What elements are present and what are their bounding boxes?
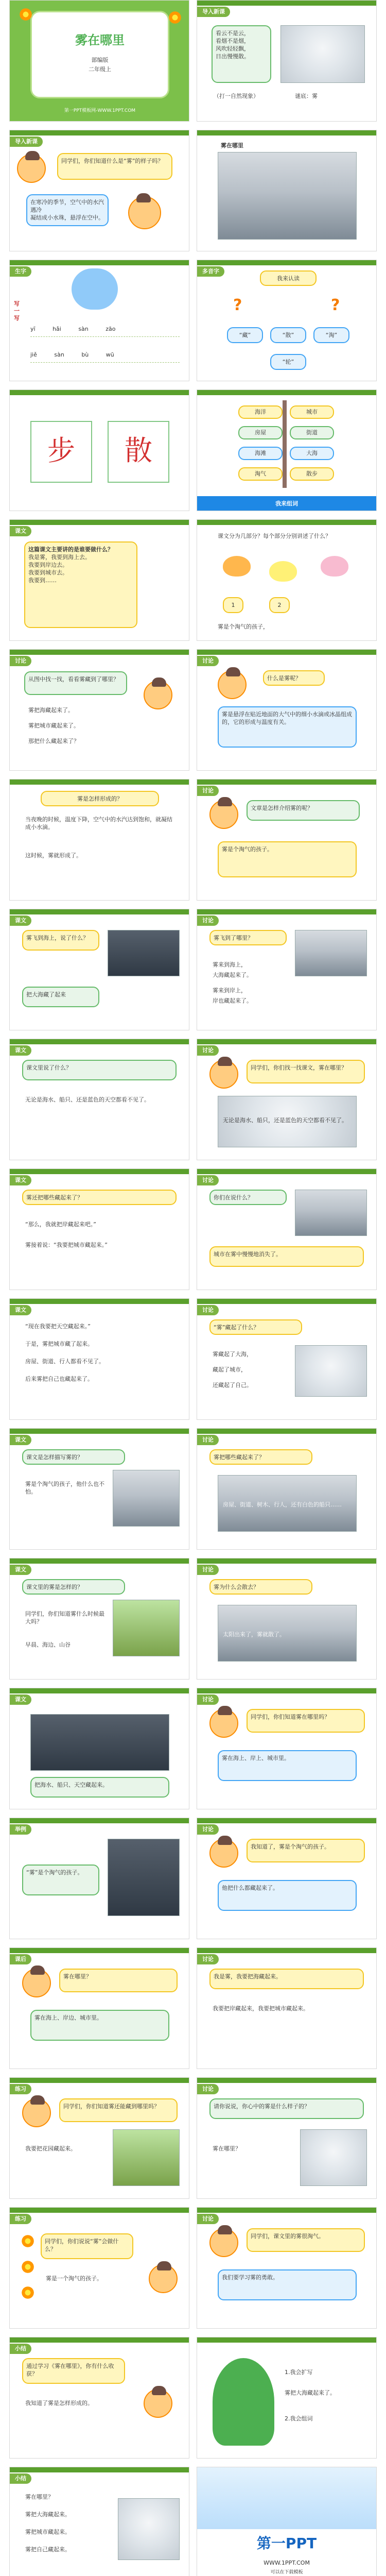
char-step: 步	[47, 434, 75, 467]
slide-text-question	[9, 519, 189, 641]
answer-text: 雾是一个淘气的孩子。	[46, 2275, 102, 2282]
pinyin-row-1: yī hǎi sàn zāo	[30, 326, 116, 332]
question-bubble: 通过学习《雾在哪里》，你有什么收获？	[22, 2358, 125, 2384]
brand-subtitle: WWW.1PPT.COM	[264, 2560, 310, 2566]
brand-title: 第一PPT	[256, 2535, 317, 2552]
slide-sections-question	[197, 519, 377, 641]
quote-line: 后来雾把自己也藏起来了。	[25, 1376, 93, 1382]
child-avatar	[22, 1969, 51, 1997]
char-scatter: 散	[125, 434, 152, 467]
forest-fog-photo	[108, 1839, 180, 1916]
top-bar	[10, 779, 189, 785]
top-bar	[197, 1688, 376, 1693]
title-text: 雾在哪里	[75, 33, 125, 47]
riddle-line: 看云不是云，	[216, 30, 250, 37]
grid-line	[30, 336, 180, 337]
section-tag: 课文	[10, 916, 31, 926]
answer-box: 雾在海上、岸边、城市里。	[30, 2010, 169, 2041]
slide-exercise-expand	[197, 2337, 377, 2459]
grid-line	[30, 362, 180, 363]
quote-line: “现在我要把天空藏起来。”	[25, 1323, 91, 1330]
bottom-banner-text: 我来组词	[275, 500, 298, 507]
paragraph: 这时候，雾就形成了。	[25, 852, 82, 859]
slide-title	[9, 0, 189, 122]
chick-icon	[269, 561, 297, 582]
heading-box: 我来认读	[260, 270, 317, 286]
top-bar	[197, 1039, 376, 1044]
section-tag: 讨论	[197, 656, 219, 666]
answer-box: “雾”是个淘气的孩子。	[22, 1865, 99, 1895]
summary-line: 雾把城市藏起来。	[25, 2529, 71, 2535]
flower-icon	[18, 7, 33, 22]
top-bar	[197, 260, 376, 265]
top-bar	[197, 1429, 376, 1434]
answer-line: 那把什么藏起来了？	[28, 738, 79, 744]
slide-practice-2	[9, 2207, 189, 2329]
slide-fog-biggest	[9, 1558, 189, 1680]
riddle-line: 日出慢慢散。	[216, 53, 250, 60]
side-label: 写一写	[14, 300, 20, 321]
text-line: 我要到……	[28, 577, 57, 584]
slide-new-words	[9, 260, 189, 381]
quote-line: “那么，我就把岸藏起来吧。”	[25, 1221, 96, 1228]
answer-line: 还藏起了自己。	[213, 1382, 252, 1388]
answer-line: 雾把城市藏起来了。	[28, 722, 79, 729]
answer-text: 我知道了雾是怎样形成的。	[25, 2400, 93, 2406]
question-bubble: 课文是怎样描写雾的？	[22, 1449, 125, 1465]
section-tag: 讨论	[197, 786, 219, 796]
exercise-line: 雾把大海藏起来了。	[285, 2389, 336, 2396]
title-card	[30, 11, 169, 98]
top-bar	[197, 1948, 376, 1953]
slide-learn-fog	[197, 2207, 377, 2329]
child-avatar	[144, 681, 172, 709]
section-tag: 练习	[10, 2214, 31, 2224]
text-line: 我要到岸边去。	[28, 562, 68, 568]
flower-icon	[20, 2259, 36, 2275]
rabbit-icon	[321, 556, 348, 577]
answer-text: 雾是个淘气的孩子，他什么也不怕。	[25, 1481, 104, 1495]
slide-hide-sky	[9, 1298, 189, 1420]
garden-photo	[113, 2129, 180, 2186]
heading-box: 课文里说了什么？	[22, 1060, 177, 1080]
slide-conclusion	[9, 2467, 189, 2576]
section-tag: 练习	[10, 2084, 31, 2094]
slide-fog-formation	[9, 779, 189, 901]
answer-line: 在寒冷的季节，空气中的水汽遇冷	[30, 199, 104, 213]
section-tag: 课文	[10, 1175, 31, 1185]
slide-talk	[197, 1168, 377, 1290]
question-bubble: 同学们，你们知道雾在哪里吗？	[247, 1709, 365, 1733]
text-heading: 这篇课文主要讲的是谁要做什么？	[28, 546, 113, 553]
sea-photo	[108, 930, 180, 976]
question-bubble: 文章是怎样介绍雾的呢？	[247, 800, 360, 821]
fog-photo	[300, 2129, 367, 2186]
slide-summary	[9, 2337, 189, 2459]
top-bar	[197, 520, 376, 525]
answer-box: 雾是悬浮在贴近地面的大气中的细小水滴或冰晶组成的，它的形成与温度有关。	[218, 706, 357, 748]
section-tag: 课文	[10, 526, 31, 536]
flower-icon	[20, 2233, 36, 2249]
top-bar	[197, 779, 376, 785]
sign-word: 城市	[290, 405, 334, 419]
top-bar	[10, 1818, 189, 1823]
part-number: 1	[223, 597, 243, 613]
slide-fog-sea	[9, 909, 189, 1030]
slide-fog-where	[197, 909, 377, 1030]
highlight-text: 无论是海水、船只、还是蓝色的天空都看不见了。	[25, 1096, 150, 1103]
flower-icon	[20, 2285, 36, 2300]
top-bar	[10, 650, 189, 655]
answer-text: 我要把岸藏起来，我要把城市藏起来。	[213, 2005, 309, 2012]
answer-box: 我们要学习雾的勇敢。	[218, 2269, 357, 2300]
section-tag: 讨论	[197, 1435, 219, 1445]
answer-text: 房屋、街道、树木、行人，还有白色的船只……	[223, 1501, 342, 1508]
paragraph: 当夜晚的时候，温度下降，空气中的水汽达到饱和，就凝结成小水滴。	[25, 816, 172, 831]
slide-example	[9, 1818, 189, 1939]
footer-line: 可以在下载模板	[270, 2570, 303, 2575]
text-line: 我要到城市去。	[28, 569, 68, 576]
slide-riddle	[197, 0, 377, 122]
tree-icon	[213, 2358, 274, 2446]
top-bar	[197, 650, 376, 655]
slide-intro-question	[9, 130, 189, 251]
sign-word: 街道	[290, 426, 334, 439]
sign-word: 海滩	[238, 447, 283, 460]
section-tag: 小结	[10, 2473, 31, 2484]
top-bar	[10, 1948, 189, 1953]
valley-photo	[113, 1600, 180, 1656]
riddle-line: 风吹轻轻飘，	[216, 45, 250, 52]
answer-line: 岸也藏起来了。	[213, 997, 252, 1004]
slide-polyphonic	[197, 260, 377, 381]
photo-label: 雾在哪里	[221, 142, 243, 149]
section-tag: 讨论	[197, 916, 219, 926]
slide-what-hidden	[197, 1428, 377, 1550]
answer-line: 大海藏起来了。	[213, 972, 252, 978]
section-tag: 课文	[10, 1694, 31, 1705]
riddle-line: 看烟不是烟，	[216, 38, 250, 44]
summary-line: 雾在哪里？	[25, 2494, 54, 2500]
question-bubble: 同学们，你们知道什么是“雾”的样子吗？	[57, 153, 172, 180]
top-bar	[197, 1, 376, 6]
heading-box: 雾是怎样形成的？	[41, 791, 159, 806]
answer-bubble	[26, 194, 109, 226]
top-bar	[10, 909, 189, 914]
question-bubble: “雾”藏起了什么？	[209, 1319, 302, 1335]
top-bar	[197, 2208, 376, 2213]
city-fog-photo	[295, 1190, 367, 1236]
question-bubble: 雾飞到海上，说了什么？	[22, 930, 99, 951]
top-bar	[10, 2467, 189, 2472]
riddle-box	[212, 25, 271, 83]
fog-photo	[280, 25, 365, 83]
section-tag: 导入新课	[197, 7, 230, 17]
top-bar	[10, 1688, 189, 1693]
section-tag: 课文	[10, 1045, 31, 1056]
fog-photo	[295, 1345, 367, 1397]
top-bar	[197, 1818, 376, 1823]
top-bar	[197, 1169, 376, 1174]
question-bubble: 雾把哪些藏起来了？	[209, 1449, 312, 1465]
fog-photo	[118, 2498, 180, 2560]
slide-find-fog	[9, 649, 189, 771]
answer-text: 雾在哪里？	[213, 2145, 241, 2152]
slide-hide-sea-items	[9, 1688, 189, 1809]
answer-line: 雾把海藏起来了。	[28, 707, 74, 714]
sign-word: 大海	[290, 447, 334, 460]
answer-box: 雾在海上、岸上、城市里。	[218, 1750, 357, 1781]
section-tag: 多音字	[197, 266, 224, 277]
slide-word-signs	[197, 389, 377, 511]
signpost	[283, 400, 287, 488]
fox-icon	[223, 556, 251, 577]
sea-photo	[30, 1714, 169, 1771]
child-avatar	[17, 154, 46, 183]
section-tag: 课后	[10, 1954, 31, 1964]
section-tag: 课文	[10, 1435, 31, 1445]
elephant-icon	[72, 268, 118, 310]
exercise-line: 1.我会扩写	[285, 2369, 313, 2376]
slide-naughty-child	[197, 1818, 377, 1939]
sign-word: 海洋	[238, 405, 283, 419]
fog-lake-photo	[218, 152, 357, 240]
slide-find-text	[197, 1039, 377, 1160]
slide-end	[197, 2467, 377, 2576]
question-bubble: 从图中找一找，看看雾藏到了哪里？	[24, 671, 127, 695]
char-card: “淘”	[313, 327, 349, 343]
quote-line: 于是，雾把城市藏了起来。	[25, 1341, 93, 1347]
top-bar	[10, 520, 189, 525]
slide-i-am-fog	[197, 1947, 377, 2069]
top-bar	[197, 2078, 376, 2083]
child-avatar	[209, 800, 238, 829]
pinyin-row-2: jiě sàn bù wū	[30, 351, 114, 358]
section-tag: 课文	[10, 1565, 31, 1575]
quote-line: 雾接着说：“我要把城市藏起来。”	[25, 1242, 108, 1248]
answer-box: 把海水、船只、天空藏起来。	[30, 1777, 169, 1798]
section-tag: 讨论	[197, 1954, 219, 1964]
top-bar	[197, 1558, 376, 1564]
section-tag: 讨论	[197, 2214, 219, 2224]
top-bar	[10, 1039, 189, 1044]
char-card: “轮”	[270, 354, 306, 370]
summary-line: 雾把自己藏起来。	[25, 2546, 71, 2553]
question-text: 课文分为几部分？每个部分分别讲述了什么？	[218, 533, 331, 539]
child-avatar	[128, 196, 161, 229]
question-bubble: 雾在哪里？	[59, 1969, 178, 1992]
subtitle-text: 部编版	[91, 57, 109, 63]
section-tag: 课文	[10, 1305, 31, 1315]
answer-box: 雾是个淘气的孩子。	[218, 841, 357, 877]
summary-line: 雾把大海藏起来。	[25, 2511, 71, 2518]
answer-text: 太阳出来了，雾就散了。	[223, 1631, 285, 1638]
slide-fog-disperse	[197, 1558, 377, 1680]
question-bubble: 同学们，课文里的雾很淘气。	[247, 2228, 365, 2252]
child-avatar	[22, 2098, 51, 2127]
section-tag: 讨论	[197, 1824, 219, 1835]
answer-box: 他把什么都藏起来了。	[218, 1880, 357, 1911]
slide-fog-hid	[197, 1298, 377, 1420]
part-number: 2	[269, 597, 290, 613]
section-tag: 讨论	[197, 1694, 219, 1705]
char-card: “散”	[270, 327, 306, 343]
riddle-answer: 谜底：雾	[295, 93, 318, 99]
question-mark-icon: ?	[331, 296, 340, 314]
text-line: 我是雾，我要到海上去。	[28, 554, 91, 561]
section-tag: 讨论	[197, 1175, 219, 1185]
top-bar	[10, 390, 189, 395]
answer-line: 藏起了城市，	[213, 1366, 247, 1373]
sign-word: 房屋	[238, 426, 283, 439]
child-avatar	[209, 2228, 238, 2257]
section-tag: 导入新课	[10, 137, 43, 147]
grade-text: 二年级上	[89, 66, 111, 73]
slide-text-says	[9, 1039, 189, 1160]
char-card: “藏”	[227, 327, 263, 343]
section-tag: 讨论	[10, 656, 31, 666]
section-tag: 举例	[10, 1824, 31, 1835]
slide-characters	[9, 389, 189, 511]
slide-hide-more	[9, 1168, 189, 1290]
exercise-line: 2.我会组词	[285, 2415, 313, 2422]
question-bubble: 雾还把哪些藏起来了？	[22, 1190, 177, 1205]
question-bubble: 同学们，你们说说“雾”会做什么？	[41, 2233, 133, 2259]
top-bar	[10, 1169, 189, 1174]
question-bubble: 雾飞到了哪里？	[209, 930, 287, 945]
top-bar	[197, 1299, 376, 1304]
question-bubble: 雾为什么会散去？	[209, 1579, 312, 1595]
section-tag: 讨论	[197, 1565, 219, 1575]
answer-line: 凝结成小水珠，悬浮在空中。	[30, 214, 104, 221]
top-bar	[10, 260, 189, 265]
top-bar	[10, 1429, 189, 1434]
child-avatar	[144, 2389, 172, 2418]
top-bar	[197, 130, 376, 135]
top-bar	[10, 130, 189, 135]
answer-line: 雾来到海上，	[213, 961, 247, 968]
answer-line: 雾来到岸上，	[213, 987, 247, 994]
question-mark-icon: ?	[233, 296, 242, 314]
answer-text: 我要把花园藏起来。	[25, 2145, 76, 2152]
slide-after-class	[9, 1947, 189, 2069]
answer-line: 雾藏起了大海，	[213, 1351, 252, 1358]
quote-line: 房屋、街道、行人都看不见了。	[25, 1358, 104, 1365]
question-bubble: 课文里的雾是怎样的？	[22, 1579, 125, 1595]
section-tag: 讨论	[197, 1045, 219, 1056]
slide-practice	[9, 2077, 189, 2199]
section-tag: 讨论	[197, 1305, 219, 1315]
slide-where-is-fog	[197, 1688, 377, 1809]
child-avatar	[209, 1060, 238, 1089]
fog-photo	[295, 930, 367, 976]
top-bar	[10, 1558, 189, 1564]
sign-word: 淘气	[238, 467, 283, 481]
slide-imagine-fog	[197, 2077, 377, 2199]
answer-line: 同学们，你们知道雾什么时候最大吗？	[25, 1611, 104, 1625]
question-bubble: 我知道了，雾是个淘气的孩子。	[247, 1839, 365, 1862]
end-header	[197, 2467, 376, 2529]
question-bubble: 请你说说，你心中的雾是什么样子的？	[209, 2098, 364, 2119]
child-avatar	[218, 670, 247, 699]
question-bubble: 你们在说什么？	[209, 1190, 287, 1205]
flower-icon	[167, 10, 183, 25]
section-tag: 小结	[10, 2344, 31, 2354]
child-avatar	[209, 1709, 238, 1738]
top-bar	[10, 2337, 189, 2343]
top-bar	[197, 390, 376, 395]
answer-text: 雾是个淘气的孩子，	[218, 623, 269, 630]
slide-describe-fog	[9, 1428, 189, 1550]
top-bar	[197, 2337, 376, 2343]
text-box	[24, 541, 137, 628]
section-tag: 讨论	[197, 2084, 219, 2094]
top-bar	[197, 909, 376, 914]
question-bubble: 同学们，你们找一找课文，雾在哪里？	[247, 1060, 365, 1083]
footer-text: 第一PPT模板网-WWW.1PPT.COM	[64, 108, 136, 113]
answer-text: 无论是海水、船只，还是蓝色的天空都看不见了。	[223, 1117, 347, 1124]
sign-word: 散步	[290, 467, 334, 481]
question-bubble: 同学们，你们知道雾还能藏到哪里吗？	[59, 2098, 178, 2122]
slide-introduce-fog	[197, 779, 377, 901]
slide-fog-photo	[197, 130, 377, 251]
answer-line: 早晨、海边、山谷	[25, 1641, 71, 1648]
child-avatar	[149, 2264, 178, 2293]
question-bubble: 我是雾，我要把海藏起来。	[209, 1969, 364, 1989]
riddle-hint: （打一自然现象）	[214, 93, 259, 99]
question-bubble: 什么是雾呢？	[263, 670, 325, 686]
mountain-fog-photo	[113, 1470, 180, 1527]
section-tag: 生字	[10, 266, 31, 277]
child-avatar	[209, 1839, 238, 1868]
slide-what-fog	[197, 649, 377, 771]
top-bar	[10, 2208, 189, 2213]
top-bar	[10, 1299, 189, 1304]
top-bar	[10, 2078, 189, 2083]
answer-box: 城市在雾中慢慢地消失了。	[209, 1246, 364, 1267]
cloud-icon	[149, 556, 180, 570]
caption-box: 把大海藏了起来	[22, 987, 99, 1007]
